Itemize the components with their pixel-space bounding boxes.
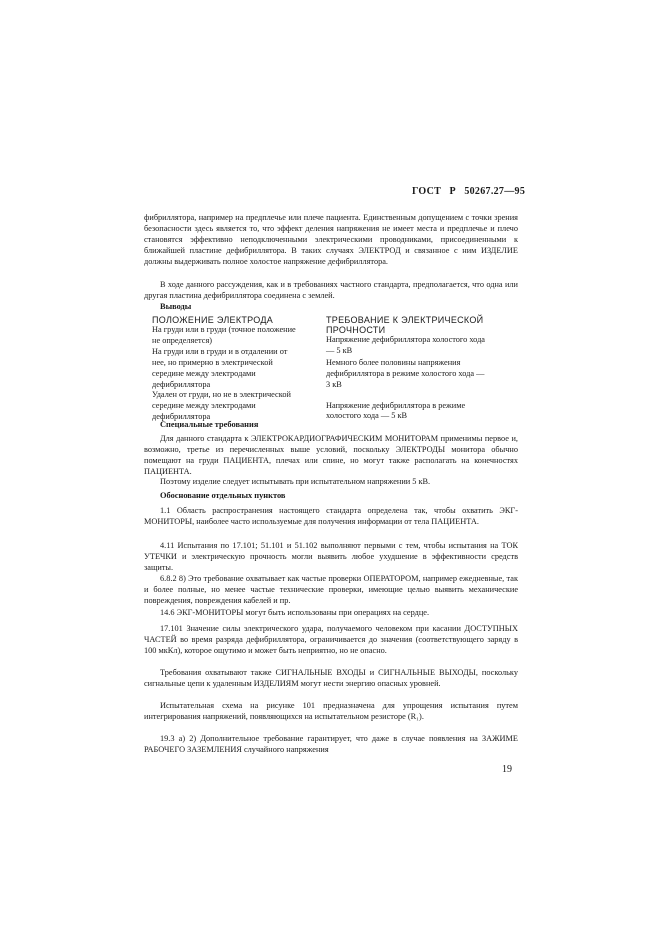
position-row-1: На груди или в груди (точное положение не определяется) (152, 325, 296, 345)
requirement-column-header: ТРЕБОВАНИЕ К ЭЛЕКТРИЧЕСКОЙ ПРОЧНОСТИ (326, 315, 484, 335)
rationale-item-17-101: 17.101 Значение силы электрического удара, получаемого человеком при касании ДОСТУПНЫХ ЧАСТЕЙ во время разряда дефибриллятора, ограничивается до значения (соответствующего заряду в 100 мкКл), которое ощутимо и может быть неприятно, но не опасно. (144, 624, 518, 655)
conclusions-heading: Выводы (160, 302, 192, 311)
rationale-item-6-8-2: 6.8.2 8) Это требование охватывает как частые проверки ОПЕРАТОРОМ, например ежедневные, так и более полные, но менее частые технические проверки, имеющие целью выявить механические повреждения, повреждения кабелей и пр. (144, 574, 518, 605)
rationale-item-1-1: 1.1 Область распространения настоящего стандарта определена так, чтобы охватить ЭКГ-МОНИТОРЫ, наиболее часто используемые для получения информации от тела ПАЦИЕНТА. (144, 506, 518, 526)
document-header: ГОСТ Р 50267.27—95 (412, 186, 526, 197)
requirement-row-3: Напряжение дефибриллятора в режиме холостого хода — 5 кВ (326, 400, 466, 421)
rationale-heading: Обоснование отдельных пунктов (160, 491, 286, 500)
rationale-signal-io: Требования охватывают также СИГНАЛЬНЫЕ ВХОДЫ и СИГНАЛЬНЫЕ ВЫХОДЫ, поскольку сигнальные цепи к удаленным ИЗДЕЛИЯМ могут нести энергию опасных уровней. (144, 668, 518, 688)
position-row-2: На груди или в груди и в отдалении от нее, но примерно в электрической середине между электродами дефибриллятора (152, 346, 288, 389)
requirement-row-1: Напряжение дефибриллятора холостого хода — 5 кВ (326, 335, 485, 355)
requirement-row-2: Немного более половины напряжения дефибриллятора в режиме холостого хода — 3 кВ (326, 357, 485, 389)
page-number: 19 (502, 764, 512, 775)
special-requirements-heading: Специальные требования (160, 420, 259, 429)
rationale-item-14-6: 14.6 ЭКГ-МОНИТОРЫ могут быть использованы при операциях на сердце. (160, 608, 430, 617)
rationale-item-19-3: 19.3 а) 2) Дополнительное требование гарантирует, что даже в случае появления на ЗАЖИМЕ РАБОЧЕГО ЗАЗЕМЛЕНИЯ случайного напряжения (144, 734, 518, 754)
special-paragraph-1: Для данного стандарта к ЭЛЕКТРОКАРДИОГРАФИЧЕСКИМ МОНИТОРАМ применимы первое и, возможно, третье из перечисленных выше условий, поскольку ЭЛЕКТРОДЫ монитора обычно помещают на груди ПАЦИЕНТА, плечах или спине, но могут также располагать на конечностях ПАЦИЕНТА. (144, 434, 518, 476)
rationale-test-circuit: Испытательная схема на рисунке 101 предназначена для упрощения испытания путем интегрирования напряжений, появляющихся на испытательном резисторе (R₁). (144, 701, 518, 721)
intro-paragraph-1: фибриллятора, например на предплечье или плече пациента. Единственным допущением с точки зрения безопасности здесь является то, что эффект деления напряжения не имеет места и предплечье и плечо становятся эффективно неподключенными электрическими проводниками, присоединенными к ближайшей пластине дефибриллятора. В таких случаях ЭЛЕКТРОД и связанное с ним ИЗДЕЛИЕ должны выдерживать полное холостое напряжение дефибриллятора. (144, 213, 518, 266)
requirement-column (326, 315, 486, 422)
position-column (152, 315, 300, 423)
intro-paragraph-2: В ходе данного рассуждения, как и в требованиях частного стандарта, предполагается, что одна или другая пластина дефибриллятора соединена с землей. (144, 280, 518, 300)
position-row-3: Удален от груди, но не в электрической середине между электродами дефибриллятора (152, 390, 291, 422)
special-paragraph-2: Поэтому изделие следует испытывать при испытательном напряжении 5 кВ. (160, 477, 431, 486)
rationale-item-4-11: 4.11 Испытания по 17.101; 51.101 и 51.102 выполняют первыми с тем, чтобы испытания на ТОК УТЕЧКИ и электрическую прочность могли выявить любое ухудшение в эффективности средств защиты. (144, 541, 518, 572)
position-column-header: ПОЛОЖЕНИЕ ЭЛЕКТРОДА (152, 315, 274, 325)
